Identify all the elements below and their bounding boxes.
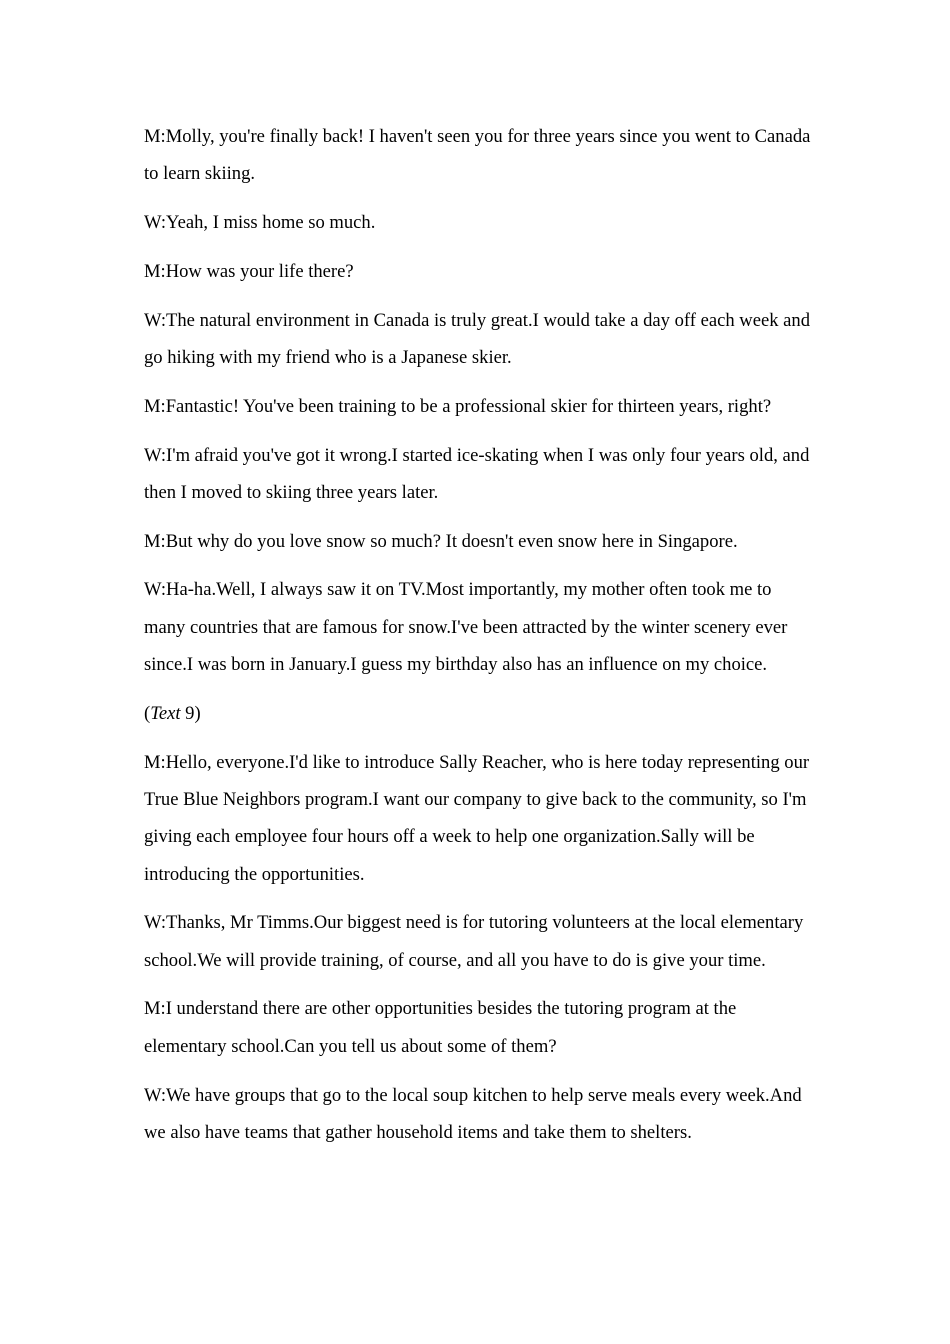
dialogue-line: W:We have groups that go to the local soup kitchen to help serve meals every week.And we also have teams that gather household items and take them to shelters.	[144, 1084, 802, 1143]
dialogue-line: W:I'm afraid you've got it wrong.I started ice-skating when I was only four years old, and then I moved to skiing three years later.	[144, 444, 810, 503]
section-heading	[144, 695, 812, 732]
dialogue-line: M:But why do you love snow so much? It doesn't even snow here in Singapore.	[144, 530, 738, 552]
document-page	[144, 118, 812, 1163]
dialogue-line: W:The natural environment in Canada is truly great.I would take a day off each week and go hiking with my friend who is a Japanese skier.	[144, 309, 811, 368]
heading-number: 9)	[180, 702, 201, 724]
heading-label: Text	[150, 702, 181, 724]
dialogue-line: M:Hello, everyone.I'd like to introduce Sally Reacher, who is here today representing our True Blue Neighbors program.I want our company to give back to the community, so I'm giving each employee four hours off a week to help one organization.Sally will be introducing the opportunities.	[144, 751, 810, 885]
dialogue-line: M:I understand there are other opportunities besides the tutoring program at the elementary school.Can you tell us about some of them?	[144, 998, 737, 1057]
heading-open-paren: (	[144, 702, 151, 724]
dialogue-line: W:Thanks, Mr Timms.Our biggest need is for tutoring volunteers at the local elementary school.We will provide training, of course, and all you have to do is give your time.	[144, 912, 804, 971]
dialogue-line: M:How was your life there?	[144, 260, 354, 282]
dialogue-line: M:Molly, you're finally back! I haven't seen you for three years since you went to Canada to learn skiing.	[144, 126, 811, 185]
dialogue-line: M:Fantastic! You've been training to be a professional skier for thirteen years, right?	[144, 395, 772, 417]
dialogue-line: W:Yeah, I miss home so much.	[144, 212, 376, 234]
dialogue-line: W:Ha-ha.Well, I always saw it on TV.Most importantly, my mother often took me to many countries that are famous for snow.I've been attracted by the winter scenery ever since.I was born in January.I guess my birthday also has an influence on my choice.	[144, 579, 788, 676]
